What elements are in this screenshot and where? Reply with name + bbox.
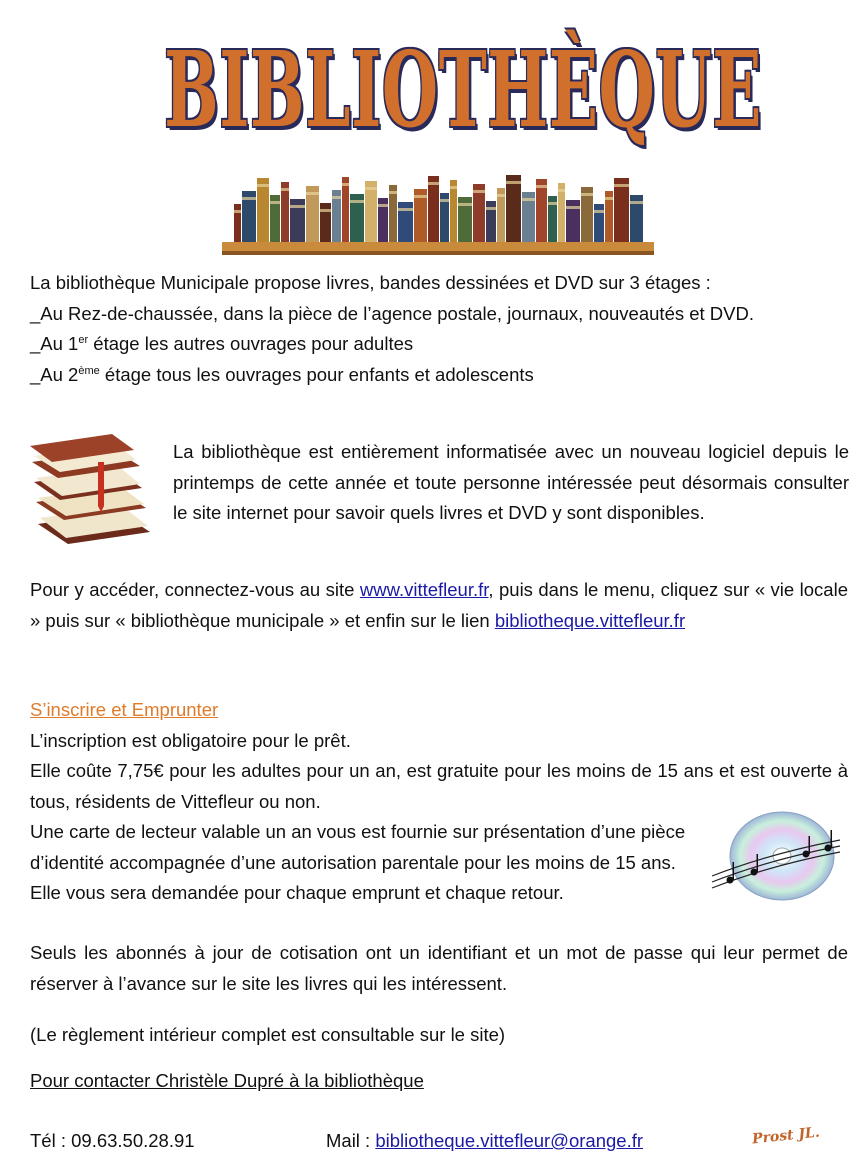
book-spine-band xyxy=(306,192,319,195)
book-spine xyxy=(594,204,604,242)
book-spine xyxy=(614,178,629,242)
book-spine-band xyxy=(332,196,341,199)
book-spine-band xyxy=(234,210,241,213)
book-spine-band xyxy=(522,198,535,201)
book-spine-band xyxy=(290,205,305,208)
phone-number: Tél : 09.63.50.28.91 xyxy=(30,1130,195,1151)
book-spine xyxy=(234,204,241,242)
mail-link[interactable]: bibliotheque.vittefleur@orange.fr xyxy=(375,1130,644,1151)
book-spine-band xyxy=(458,203,472,206)
book-spine-band xyxy=(350,200,364,203)
book-spine-band xyxy=(558,189,565,192)
book-spine-band xyxy=(270,201,280,204)
book-spine xyxy=(320,203,331,242)
book-spine-band xyxy=(548,202,557,205)
computerized-paragraph: La bibliothèque est entièrement informatisée avec un nouveau logiciel depuis le printemps de cette année et toute personne intéressée peut désormais consulter le site internet pour savoir quels livres et DVD y sont disponibles. xyxy=(173,441,849,523)
register-p1: L’inscription est obligatoire pour le prêt. xyxy=(30,730,351,751)
book-spine-band xyxy=(450,186,457,189)
book-spine-band xyxy=(605,197,613,200)
book-spine xyxy=(428,176,439,242)
mail-line: Mail : bibliotheque.vittefleur@orange.fr xyxy=(326,1130,644,1151)
book-spine-band xyxy=(536,185,547,188)
rules-note: (Le règlement intérieur complet est consultable sur le site) xyxy=(30,1024,506,1045)
book-spine-band xyxy=(440,199,449,202)
book-spine-band xyxy=(342,183,349,186)
intro-line: _Au 1er étage les autres ouvrages pour adultes xyxy=(30,333,414,354)
book-spine-band xyxy=(281,188,289,191)
register-p3: Une carte de lecteur valable un an vous est fournie sur présentation d’une pièce d’identité accompagnée d’une autorisation parentale pour les moins de 15 ans. Elle vous sera demandée pour chaque emprunt et chaque retour. xyxy=(30,821,686,903)
page-title: BIBLIOTHÈQUE xyxy=(164,28,763,151)
intro-block xyxy=(30,268,850,390)
book-spine-band xyxy=(630,201,643,204)
book-spine-band xyxy=(398,208,413,211)
book-stack-illustration xyxy=(28,432,156,548)
book-spine-band xyxy=(506,181,521,184)
book-spine-band xyxy=(614,184,629,187)
intro-line: La bibliothèque Municipale propose livres, bandes dessinées et DVD sur 3 étages : xyxy=(30,272,711,293)
book-spine-band xyxy=(378,204,388,207)
catalog-link[interactable]: bibliotheque.vittefleur.fr xyxy=(494,609,686,631)
book-spine-band xyxy=(594,210,604,213)
book-spine-band xyxy=(566,206,580,209)
contact-heading: Pour contacter Christèle Dupré à la bibliothèque xyxy=(30,1070,424,1091)
access-paragraph: Pour y accéder, connectez-vous au site www.vittefleur.fr, puis dans le menu, cliquez sur « vie locale » puis sur « bibliothèque municipale » et enfin sur le lien bibliotheque.vittefleur.fr xyxy=(30,579,848,631)
book-spine xyxy=(506,175,521,242)
signature: Prost JL. xyxy=(751,1124,821,1148)
book-spine xyxy=(450,180,457,242)
register-heading: S’inscrire et Emprunter xyxy=(30,699,219,720)
book-spine-band xyxy=(497,194,505,197)
book-spine-band xyxy=(486,207,496,210)
register-p2: Elle coûte 7,75€ pour les adultes pour un an, est gratuite pour les moins de 15 ans et est ouverte à tous, résidents de Vittefleur ou non. xyxy=(30,760,848,812)
book-spine-band xyxy=(257,184,269,187)
book-spine xyxy=(257,178,269,242)
music-cd-illustration xyxy=(708,810,848,910)
intro-line: _Au Rez-de-chaussée, dans la pièce de l’agence postale, journaux, nouveautés et DVD. xyxy=(30,302,755,324)
book-spine-band xyxy=(242,197,256,200)
book-spine xyxy=(365,181,377,242)
bookshelf-illustration xyxy=(222,172,658,258)
register-p4: Seuls les abonnés à jour de cotisation ont un identifiant et un mot de passe qui leur permet de réserver à l’avance sur le site les livres qui les intéressent. xyxy=(30,942,848,994)
intro-line: _Au 2ème étage tous les ouvrages pour enfants et adolescents xyxy=(30,363,534,385)
book-spine-band xyxy=(581,193,593,196)
book-spine-band xyxy=(428,182,439,185)
book-spine-band xyxy=(365,187,377,190)
book-spine-band xyxy=(320,209,331,212)
book-spine xyxy=(536,179,547,242)
book-spine-band xyxy=(473,190,485,193)
site-link[interactable]: www.vittefleur.fr xyxy=(359,579,489,600)
book-spine-band xyxy=(414,195,427,198)
book-spine-band xyxy=(389,191,397,194)
book-spine xyxy=(342,177,349,242)
